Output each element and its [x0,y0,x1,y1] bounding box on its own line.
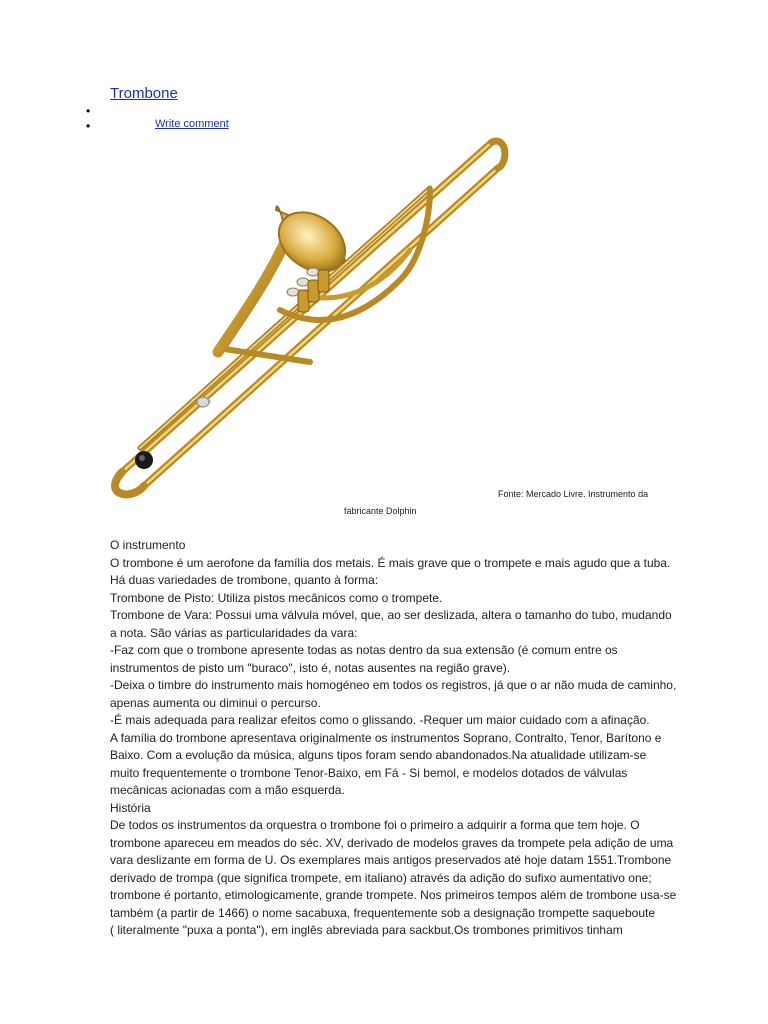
article-line: trombone apareceu em meados do séc. XV, derivado de modelos graves da trompete pela adição de uma [110,835,674,850]
article-line: Baixo. Com a evolução da música, alguns tipos foram sendo abandonados.Na atualidade utilizam-se [110,748,647,762]
history-heading: História [110,800,151,815]
article-line: Trombone de Vara: Possui uma válvula móvel, que, ao ser deslizada, altera o tamanho do tubo, mudando [110,608,672,622]
article-line: O trombone é um aerofone da família dos metais. É mais grave que o trompete e mais agudo que a tuba. [110,555,671,570]
article-body [110,537,677,940]
write-comment-link[interactable]: Write comment [155,118,229,130]
article-line: derivado de trompa (que significa trompete, em italiano) através da adição do sufixo aumentativo one; [110,870,652,885]
post-title-link[interactable]: Trombone [110,85,178,102]
article-line: instrumentos de pisto um "buraco", isto é, notas ausentes na região grave). [110,660,511,675]
article-line: A família do trombone apresentava originalmente os instrumentos Soprano, Contralto, Tenor, Barítono e [110,730,662,745]
article-line: mecânicas acionadas com a mão esquerda. [110,783,345,797]
list-bullet: • [86,119,91,133]
figure-caption-line-1: Fonte: Mercado Livre. Instrumento da [498,489,649,499]
list-bullet: • [86,104,91,118]
figure-caption-line-2: fabricante Dolphin [344,506,417,516]
article-line: ( literalmente "puxa a ponta"), em inglês abreviada para sackbut.Os trombones primitivos tinham [110,923,623,937]
article-heading: O instrumento [110,538,186,552]
article-line: -Deixa o timbre do instrumento mais homogéneo em todos os registros, já que o ar não muda de caminho, [110,678,677,692]
article-line: -É mais adequada para realizar efeitos como o glissando. -Requer um maior cuidado com a afinação. [110,713,650,727]
article-line: vara deslizante em forma de U. Os exemplares mais antigos preservados até hoje datam 1551.Trombone [110,853,672,867]
article-line: Há duas variedades de trombone, quanto à forma: [110,573,379,587]
article-line: também (a partir de 1466) o nome sacabuxa, frequentemente sob a designação trompette saqueboute [110,905,656,920]
article-line: apenas aumenta ou diminui o percurso. [110,695,321,710]
article-line: trombone é portanto, etimologicamente, grande trompete. Nos primeiros tempos além de trombone usa-se [110,888,677,902]
article-line: Trombone de Pisto: Utiliza pistos mecânicos como o trompete. [110,590,443,605]
article-line: -Faz com que o trombone apresente todas as notas dentro da sua extensão (é comum entre os [110,643,618,657]
article-line: muito frequentemente o trombone Tenor-Baixo, em Fá - Si bemol, e modelos dotados de válvulas [110,765,628,780]
trombone-photo [100,130,510,500]
article-line: a nota. São várias as particularidades da vara: [110,625,358,640]
article-line: De todos os instrumentos da orquestra o trombone foi o primeiro a adquirir a forma que tem hoje. O [110,818,640,832]
